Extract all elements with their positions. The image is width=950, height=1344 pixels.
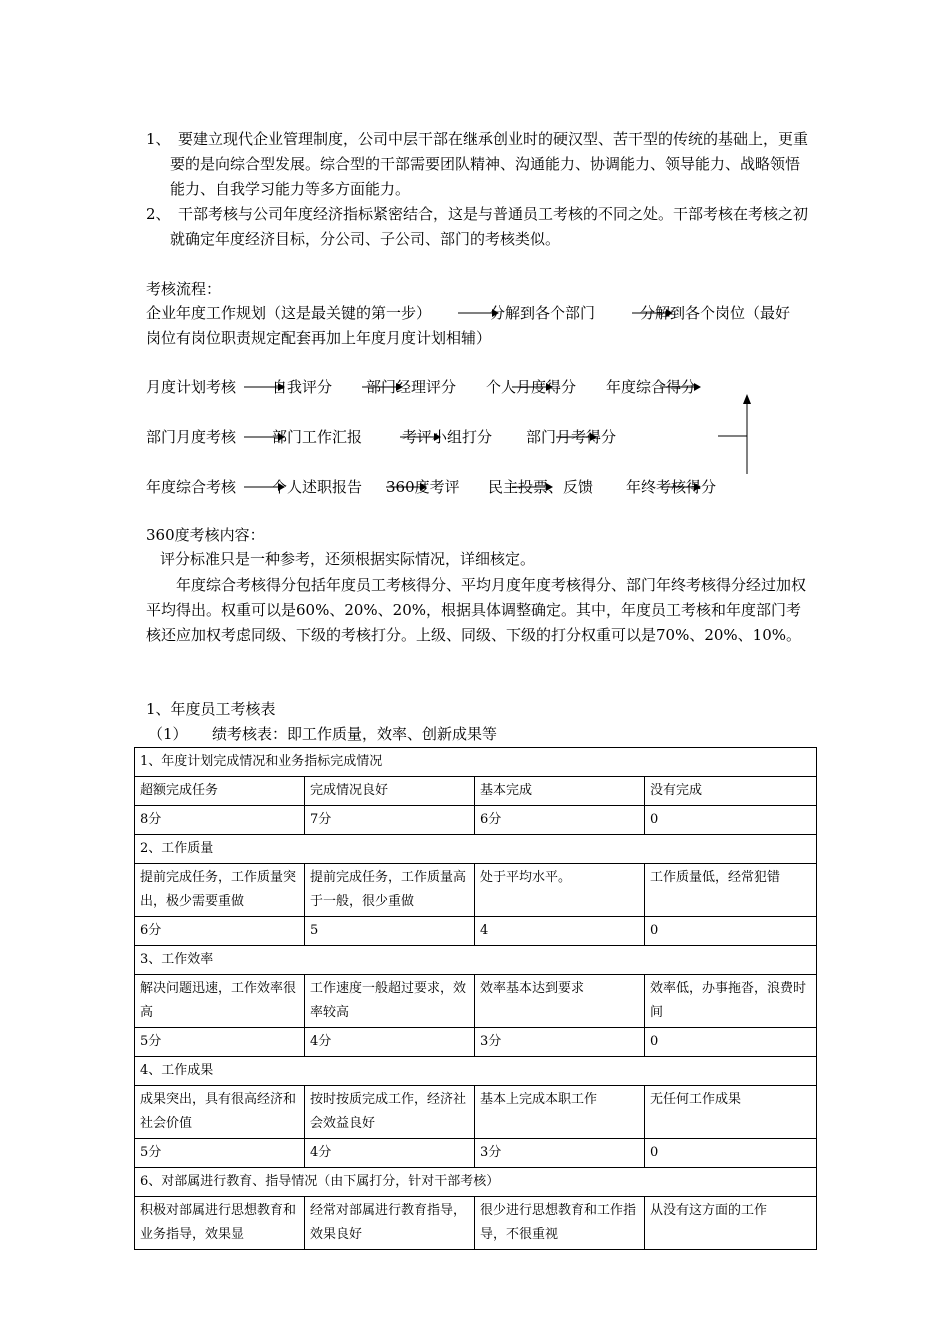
table-section-row — [135, 946, 817, 975]
section-title: 4、工作成果 — [135, 1057, 817, 1086]
table-cell: 效率基本达到要求 — [475, 975, 645, 1028]
score-cell: 0 — [645, 1139, 817, 1168]
table-row — [135, 975, 817, 1028]
table-score-row — [135, 917, 817, 946]
table-score-row — [135, 806, 817, 835]
table-score-row — [135, 1139, 817, 1168]
table-section-row — [135, 1168, 817, 1197]
section-title: 2、工作质量 — [135, 835, 817, 864]
table-cell: 解决问题迅速，工作效率很高 — [135, 975, 305, 1028]
intro-item-1-number: 1、 — [146, 130, 171, 148]
score-cell: 0 — [645, 806, 817, 835]
score-cell: 0 — [645, 1028, 817, 1057]
table-subheading-number: （1） — [148, 725, 188, 743]
table-cell: 积极对部属进行思想教育和业务指导，效果显 — [135, 1197, 305, 1250]
flow-row3-step3: 360度考评 — [386, 478, 460, 496]
content360-p1: 评分标准只是一种参考，还须根据实际情况，详细核定。 — [160, 550, 536, 568]
process-title: 考核流程： — [146, 280, 222, 298]
table-section-row — [135, 835, 817, 864]
flow-row1-step2: 自我评分 — [272, 378, 333, 396]
score-cell: 7分 — [305, 806, 475, 835]
flow-row2-step2: 部门工作汇报 — [272, 428, 363, 446]
table-row — [135, 864, 817, 917]
table-cell: 超额完成任务 — [135, 777, 305, 806]
table-cell: 成果突出，具有很高经济和社会价值 — [135, 1086, 305, 1139]
assessment-table — [134, 747, 817, 1250]
process-step-dept: 分解到各个部门 — [490, 304, 596, 322]
table-score-row — [135, 1028, 817, 1057]
score-cell: 5分 — [135, 1028, 305, 1057]
table-row — [135, 777, 817, 806]
table-subheading-text: 绩考核表：即工作质量，效率、创新成果等 — [212, 725, 498, 743]
score-cell: 4 — [475, 917, 645, 946]
flow-row2-step3: 考评小组打分 — [402, 428, 493, 446]
score-cell: 3分 — [475, 1139, 645, 1168]
section-title: 1、年度计划完成情况和业务指标完成情况 — [135, 748, 817, 777]
process-step-post-cont: 岗位有岗位职责规定配套再加上年度月度计划相辅） — [146, 329, 492, 347]
flow-row2-end: 部门月考得分 — [526, 428, 617, 446]
score-cell: 4分 — [305, 1139, 475, 1168]
score-cell: 0 — [645, 917, 817, 946]
table-cell: 经常对部属进行教育指导，效果良好 — [305, 1197, 475, 1250]
table-cell: 提前完成任务，工作质量高于一般，很少重做 — [305, 864, 475, 917]
intro-item-2-text: 干部考核与公司年度经济指标紧密结合，这是与普通员工考核的不同之处。干部考核在考核之初就确定年度经济目标，分公司、子公司、部门的考核类似。 — [170, 205, 809, 248]
flow-row2-start: 部门月度考核 — [146, 428, 237, 446]
table-heading: 1、年度员工考核表 — [146, 700, 276, 718]
content360-title: 360度考核内容： — [146, 526, 265, 544]
table-cell: 工作质量低，经常犯错 — [645, 864, 817, 917]
connector-arrow-icon — [712, 392, 758, 480]
flow-row1-end: 年度综合得分 — [606, 378, 697, 396]
intro-item-2-number: 2、 — [146, 205, 171, 223]
table-cell: 基本完成 — [475, 777, 645, 806]
score-cell: 6分 — [475, 806, 645, 835]
table-cell: 工作速度一般超过要求，效率较高 — [305, 975, 475, 1028]
intro-item-1-text: 要建立现代企业管理制度，公司中层干部在继承创业时的硬汉型、苦干型的传统的基础上，更重要的是向综合型发展。综合型的干部需要团队精神、沟通能力、协调能力、领导能力、战略领悟能力、自我学习能力等多方面能力。 — [170, 130, 809, 198]
table-cell: 按时按质完成工作，经济社会效益良好 — [305, 1086, 475, 1139]
table-cell: 效率低，办事拖沓，浪费时间 — [645, 975, 817, 1028]
score-cell: 8分 — [135, 806, 305, 835]
process-step-plan: 企业年度工作规划（这是最关键的第一步） — [146, 304, 432, 322]
score-cell: 6分 — [135, 917, 305, 946]
table-cell: 无任何工作成果 — [645, 1086, 817, 1139]
content360-p2: 年度综合考核得分包括年度员工考核得分、平均月度年度考核得分、部门年终考核得分经过加权平均得出。权重可以是60%、20%、20%，根据具体调整确定。其中，年度员工考核和年度部门考核还应加权考虑同级、下级的考核打分。上级、同级、下级的打分权重可以是70%、20%、10%。 — [146, 576, 807, 644]
section-title: 6、对部属进行教育、指导情况（由下属打分，针对干部考核） — [135, 1168, 817, 1197]
score-cell: 4分 — [305, 1028, 475, 1057]
section-title: 3、工作效率 — [135, 946, 817, 975]
table-cell: 很少进行思想教育和工作指导，不很重视 — [475, 1197, 645, 1250]
table-cell: 没有完成 — [645, 777, 817, 806]
table-cell: 提前完成任务，工作质量突出，极少需要重做 — [135, 864, 305, 917]
table-cell: 处于平均水平。 — [475, 864, 645, 917]
score-cell: 3分 — [475, 1028, 645, 1057]
flow-row3-start: 年度综合考核 — [146, 478, 237, 496]
flow-row3-step2: 个人述职报告 — [272, 478, 363, 496]
score-cell: 5 — [305, 917, 475, 946]
flow-row1-step3: 部门经理评分 — [366, 378, 457, 396]
flow-row1-step4: 个人月度得分 — [486, 378, 577, 396]
table-section-row — [135, 748, 817, 777]
process-step-post: 分解到各个岗位（最好 — [640, 304, 791, 322]
table-row — [135, 1197, 817, 1250]
table-cell: 基本上完成本职工作 — [475, 1086, 645, 1139]
table-section-row — [135, 1057, 817, 1086]
table-row — [135, 1086, 817, 1139]
flow-row3-end: 年终考核得分 — [626, 478, 717, 496]
score-cell: 5分 — [135, 1139, 305, 1168]
flow-row3-step4: 民主投票、反馈 — [488, 478, 594, 496]
table-cell: 从没有这方面的工作 — [645, 1197, 817, 1250]
table-cell: 完成情况良好 — [305, 777, 475, 806]
flow-row1-start: 月度计划考核 — [146, 378, 237, 396]
